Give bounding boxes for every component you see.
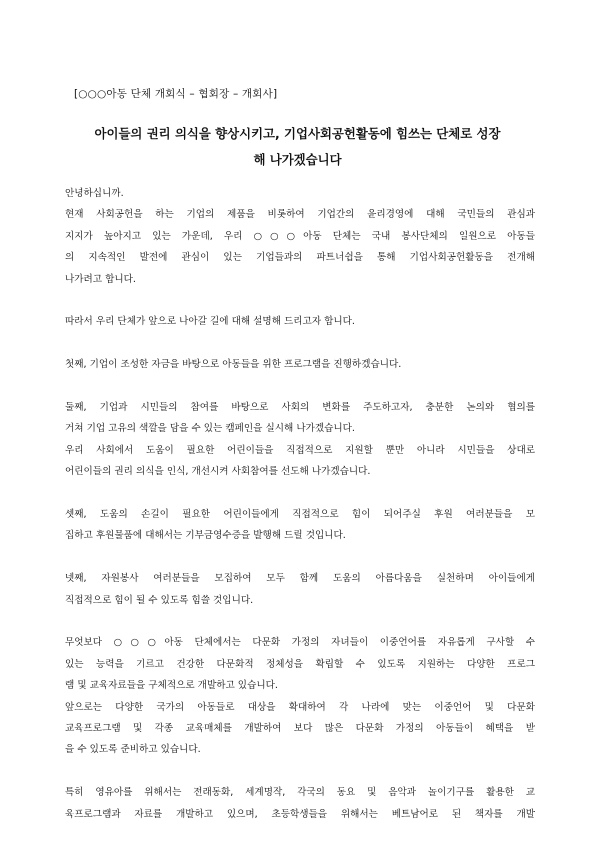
text-line: 앞으로는 다양한 국가의 아동들로 대상을 확대하여 각 나라에 맞는 이중언어 및 다문화 [65,701,535,713]
text-line: 첫째, 기업이 조성한 자금을 바탕으로 아동들을 위한 프로그램을 진행하겠습니다. [65,359,402,371]
paragraph-greeting [65,183,535,290]
paragraph-first [65,354,535,375]
document-body [65,183,535,846]
title-line: 해 나가겠습니다 [253,152,342,167]
paragraph-second [65,397,535,483]
text-line: 현재 사회공헌을 하는 기업의 제품을 비롯하여 기업간의 윤리경영에 대해 국민들의 관심과 [65,209,535,221]
paragraph-intro [65,311,535,332]
text-line: 특히 영유아를 위해서는 전래동화, 세계명작, 각국의 동요 및 음악과 놀이기구를 활용한 교 [65,787,535,799]
text-line: 육프로그램과 자료를 개발하고 있으며, 초등학생들을 위해서는 베트남어로 된 책자를 개발 [65,808,535,820]
text-line: 램 및 교육자료들을 구체적으로 개발하고 있습니다. [65,680,278,692]
paragraph-fourth [65,568,535,611]
text-line: 따라서 우리 단체가 앞으로 나아갈 길에 대해 설명해 드리고자 합니다. [65,316,355,328]
paragraph-third [65,504,535,547]
text-line: 있는 능력을 기르고 건강한 다문화적 정체성을 확립할 수 있도록 지원하는 다양한 프로그 [65,658,535,670]
text-line: 집하고 후원물품에 대해서는 기부금영수증을 발행해 드릴 것입니다. [65,530,346,542]
text-line: 무엇보다 ○○○아동 단체에서는 다문화 가정의 자녀들이 이중언어를 자유롭게 구사할 수 [65,637,535,649]
paragraph-infants [65,782,535,825]
text-line: 안녕하십니까. [65,188,124,199]
text-line: 셋째, 도움의 손길이 필요한 어린이들에게 직접적으로 힘이 되어주실 후원 여러분들을 모 [65,509,535,521]
text-line: 우리 사회에서 도움이 필요한 어린이들을 직접적으로 지원할 뿐만 아니라 시민들을 상대로 [65,444,535,456]
document-header: [○○○아동 단체 개회식 – 협회장 – 개회사] [74,88,278,100]
text-line: 직접적으로 힘이 될 수 있도록 힘쓸 것입니다. [65,594,254,606]
paragraph-multicultural [65,632,535,760]
text-line: 둘째, 기업과 시민들의 참여를 바탕으로 사회의 변화를 주도하고자, 충분한 논의와 협의를 [65,402,535,414]
text-line: 지지가 높아지고 있는 가운데, 우리 ○○○아동 단체는 국내 봉사단체의 일원으로 아동들 [65,230,535,242]
text-line: 나가려고 합니다. [65,273,136,285]
text-line: 거쳐 기업 고유의 색깔을 담을 수 있는 캠페인을 실시해 나가겠습니다. [65,423,355,435]
text-line: 교육프로그램 및 각종 교육매체를 개발하여 보다 많은 다문화 가정의 아동들이 혜택을 받 [65,723,535,735]
text-line: 넷째, 자원봉사 여러분들을 모집하여 모두 함께 도움의 아름다움을 실천하며 아이들에게 [65,573,535,585]
text-line: 어린이들의 권리 의식을 인식, 개선시켜 사회참여를 선도해 나가겠습니다. [65,466,371,478]
text-line: 의 지속적인 발전에 관심이 있는 기업들과의 파트너쉽을 통해 기업사회공헌활동을 전개해 [65,252,535,264]
document-title [60,121,535,173]
title-line: 아이들의 권리 의식을 향상시키고, 기업사회공헌활동에 힘쓰는 단체로 성장 [94,126,501,141]
text-line: 을 수 있도록 준비하고 있습니다. [65,744,201,756]
